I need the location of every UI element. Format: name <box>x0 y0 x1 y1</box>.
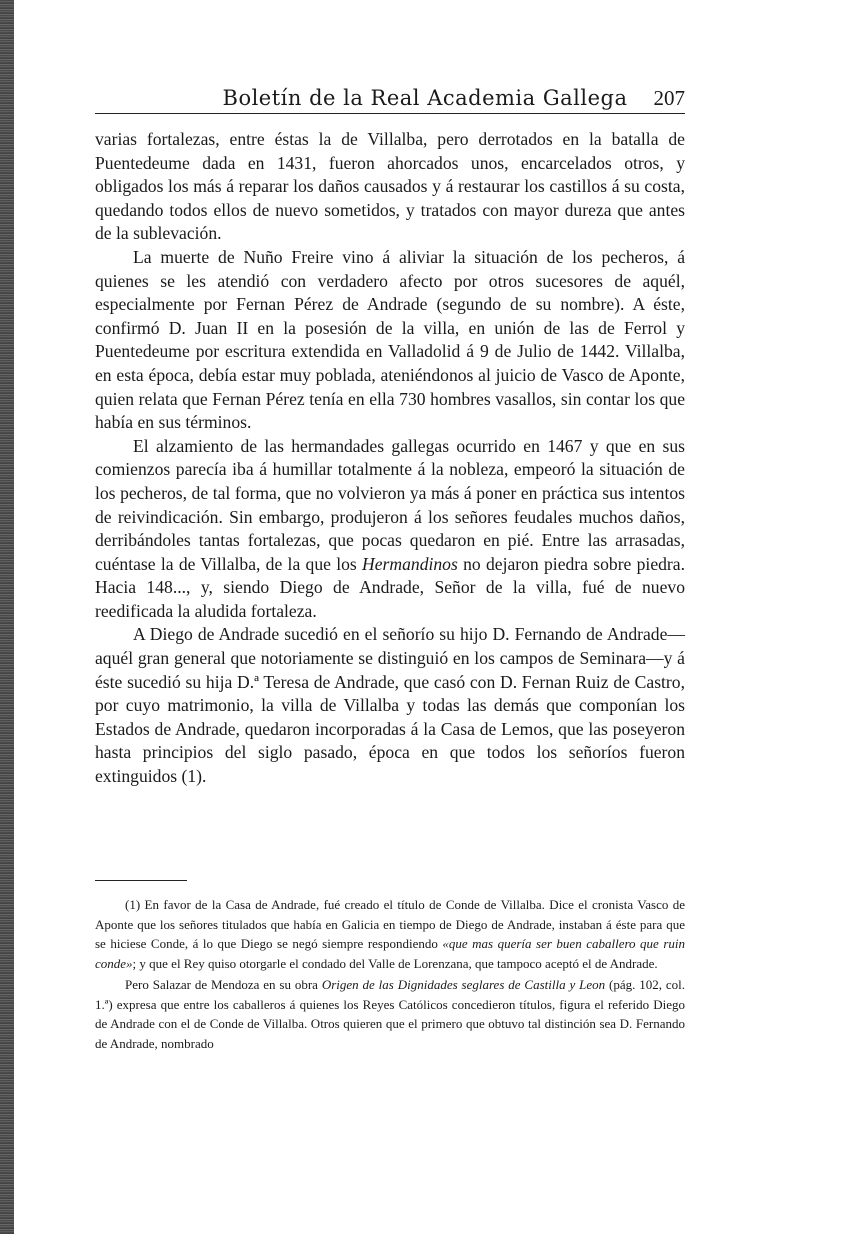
header-rule <box>95 113 685 114</box>
paragraph-3-italic: Hermandinos <box>362 553 458 574</box>
footnote-rule <box>95 880 187 881</box>
running-title: Boletín de la Real Academia Gallega <box>222 86 628 110</box>
scan-binding-edge <box>0 0 14 1234</box>
page-number: 207 <box>653 86 685 110</box>
paragraph-2: La muerte de Nuño Freire vino á aliviar la situación de los pecheros, á quienes se les atendió con verdadero afecto por otros sucesores de aquél, especialmente por Fernan Pérez de Andrade (segundo de su nombre). A éste, confirmó D. Juan II en la posesión de la villa, en unión de las de Ferrol y Puentedeume por escritura extendida en Valladolid á 9 de Julio de 1442. Villalba, en esta época, debía estar muy poblada, ateniéndonos al juicio de Vasco de Aponte, quien relata que Fernan Pérez tenía en ella 730 hombres vasallos, sin contar los que había en sus términos. <box>95 246 685 433</box>
paragraph-4: A Diego de Andrade sucedió en el señorío su hijo D. Fernando de Andrade—aquél gran general que notoriamente se distinguió en los campos de Seminara—y á éste sucedió su hija D.ª Teresa de Andrade, que casó con D. Fernan Ruiz de Castro, por cuyo matrimonio, la villa de Villalba y todas las demás que componían los Estados de Andrade, quedaron incorporadas á la Casa de Lemos, que las poseyeron hasta principios del siglo pasado, época en que todos los señoríos fueron extinguidos (1). <box>95 624 685 787</box>
footnote-2-part-b: (pág. 102, col. 1.ª) expresa que entre los caballeros á quienes los Reyes Católicos concedieron títulos, figura el referido Diego de Andrade con el de Conde de Villalba. Otros quieren que el primero que obtuvo tal distinción sea D. Fernando de Andrade, nombrado <box>95 977 685 1051</box>
footnote-1-part-a: (1) En favor de la Casa de Andrade, fué creado el título de Conde de Villalba. Dice el cronista Vasco de Aponte que los señores titulados que había en Galicia en tiempo de Diego de Andrade, instaban á éste para que se hiciese Conde, á lo que Diego se negó siempre respondiendo <box>95 897 685 951</box>
footnote-1 <box>95 895 685 973</box>
page-header <box>95 80 685 116</box>
footnote-2 <box>95 975 685 1053</box>
footnotes <box>95 895 685 1053</box>
paragraph-3 <box>95 435 685 624</box>
footnote-1-part-b: ; y que el Rey quiso otorgarle el condado del Valle de Lorenzana, que tampoco aceptó el de Andrade. <box>132 955 658 971</box>
footnote-2-book-title: Origen de las Dignidades seglares de Castilla y Leon <box>321 977 606 992</box>
paragraph-3-part-a: El alzamiento de las hermandades gallegas ocurrido en 1467 y que en sus comienzos parecía iba á humillar totalmente á la nobleza, empeoró la situación de los pecheros, de tal forma, que no volvieron ya más á poner en práctica sus intentos de reivindicación. Sin embargo, produjeron á los señores feudales muchos daños, derribándoles tantas fortalezas, que pocas quedaron en pié. Entre las arrasadas, cuéntase la de Villalba, de la que los <box>95 435 685 574</box>
main-text <box>95 128 685 789</box>
paragraph-1: varias fortalezas, entre éstas la de Villalba, pero derrotados en la batalla de Puentedeume dada en 1431, fueron ahorcados unos, encarcelados otros, y obligados los más á reparar los daños causados y á restaurar los castillos á su costa, quedando todos ellos de nuevo sometidos, y tratados con mayor dureza que antes de la sublevación. <box>95 129 685 244</box>
footnote-1-quote: «que mas quería ser buen caballero que ruin conde» <box>95 936 685 971</box>
paragraph-3-part-b: no dejaron piedra sobre piedra. Hacia 148..., y, siendo Diego de Andrade, Señor de la villa, fué de nuevo reedificada la aludida fortaleza. <box>95 553 685 621</box>
footnote-2-part-a: Pero Salazar de Mendoza en su obra <box>125 977 322 992</box>
